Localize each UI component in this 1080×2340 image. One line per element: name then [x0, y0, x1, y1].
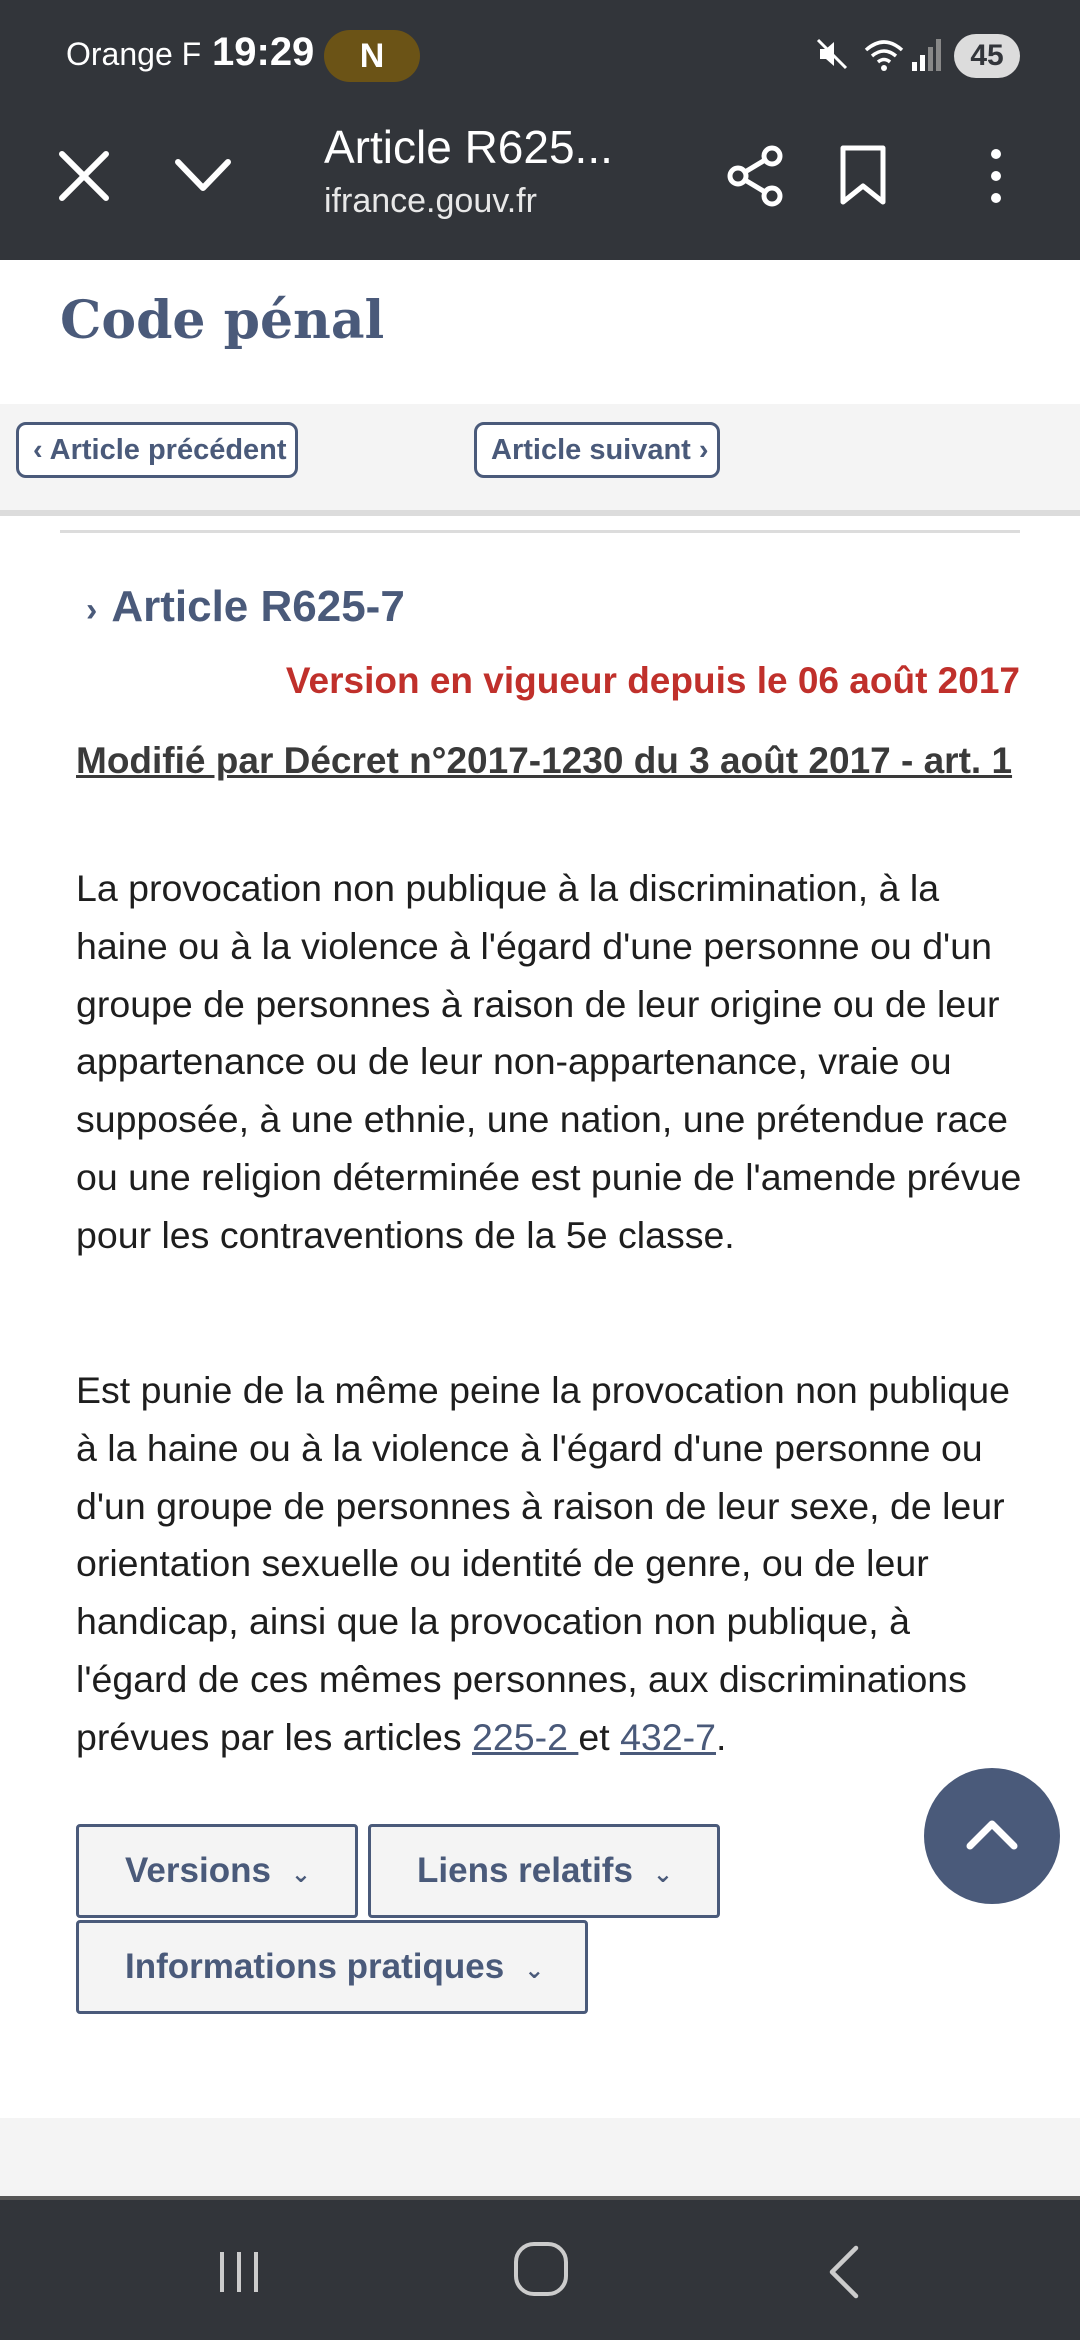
article-paragraph-1: La provocation non publique à la discrimination, à la haine ou à la violence à l'égard d'une personne ou d'un groupe de personnes à raison de leur origine ou de leur appartenance ou de leur non-appartenance, vraie ou supposée, à une ethnie, une nation, une prétendue race ou une religion déterminée est punie de l'amende prévue pour les contraventions de la 5e classe.	[76, 867, 1022, 1256]
close-icon[interactable]	[56, 148, 112, 204]
page-title-area[interactable]	[324, 120, 704, 221]
wifi-icon	[862, 34, 906, 74]
status-time: 19:29	[212, 30, 315, 74]
chevron-right-icon: ›	[86, 591, 98, 629]
article-link-225-2[interactable]: 225-2	[472, 1715, 579, 1758]
chevron-up-icon	[924, 1768, 1060, 1904]
browser-top-bar	[0, 0, 1080, 260]
system-navigation-bar	[0, 2196, 1080, 2340]
modified-by-link[interactable]: Modifié par Décret n°2017-1230 du 3 août 2017 - art. 1	[76, 740, 1013, 781]
related-links-label: Liens relatifs	[417, 1851, 633, 1890]
netflix-notification-icon: N	[324, 30, 420, 82]
versions-label: Versions	[125, 1851, 271, 1890]
practical-info-label: Informations pratiques	[125, 1947, 505, 1986]
carrier-name: Orange F	[66, 36, 202, 72]
chevron-down-icon[interactable]	[172, 152, 234, 200]
divider	[60, 530, 1020, 533]
code-title: Code pénal	[60, 290, 385, 351]
share-icon[interactable]	[726, 144, 786, 208]
practical-info-dropdown[interactable]	[76, 1920, 588, 2014]
end-punctuation: .	[715, 1715, 727, 1758]
article-link-432-7[interactable]: 432-7	[620, 1715, 716, 1758]
connector-text: et	[578, 1715, 621, 1758]
article-heading[interactable]	[86, 582, 405, 632]
back-to-top-button[interactable]	[924, 1768, 1060, 1904]
chevron-down-icon: ⌄	[290, 1861, 312, 1888]
more-options-icon[interactable]	[984, 146, 1008, 206]
related-links-dropdown[interactable]	[368, 1824, 720, 1918]
article-navigation	[0, 404, 1080, 516]
bookmark-icon[interactable]	[838, 144, 888, 206]
battery-level: 45	[954, 34, 1020, 78]
versions-dropdown[interactable]	[76, 1824, 358, 1918]
next-article-button[interactable]: Article suivant ›	[474, 422, 720, 478]
previous-article-button[interactable]: ‹ Article précédent	[16, 422, 298, 478]
status-bar	[0, 0, 1080, 112]
paragraph-2-text: Est punie de la même peine la provocation non publique à la haine ou à la violence à l'égard d'une personne ou d'un groupe de personnes à raison de leur sexe, de leur orientation sexuelle ou identité de genre, ou de leur handicap, ainsi que la provocation non publique, à l'égard de ces mêmes personnes, aux discriminations prévues par les articles	[76, 1369, 1010, 1758]
chevron-down-icon: ⌄	[524, 1957, 545, 1984]
tab-title: Article R625...	[324, 121, 613, 173]
signal-strength-icon	[910, 38, 942, 72]
home-icon[interactable]	[512, 2240, 570, 2298]
page-domain: ifrance.gouv.fr	[324, 182, 537, 220]
page-footer	[0, 2118, 1080, 2202]
recent-apps-icon[interactable]	[214, 2248, 264, 2296]
mute-icon	[814, 36, 850, 72]
chevron-down-icon: ⌄	[652, 1861, 674, 1888]
article-title: Article R625-7	[111, 582, 405, 631]
version-status: Version en vigueur depuis le 06 août 2017	[285, 660, 1020, 701]
article-paragraph-2	[76, 1362, 1026, 1767]
back-icon[interactable]	[824, 2244, 864, 2300]
